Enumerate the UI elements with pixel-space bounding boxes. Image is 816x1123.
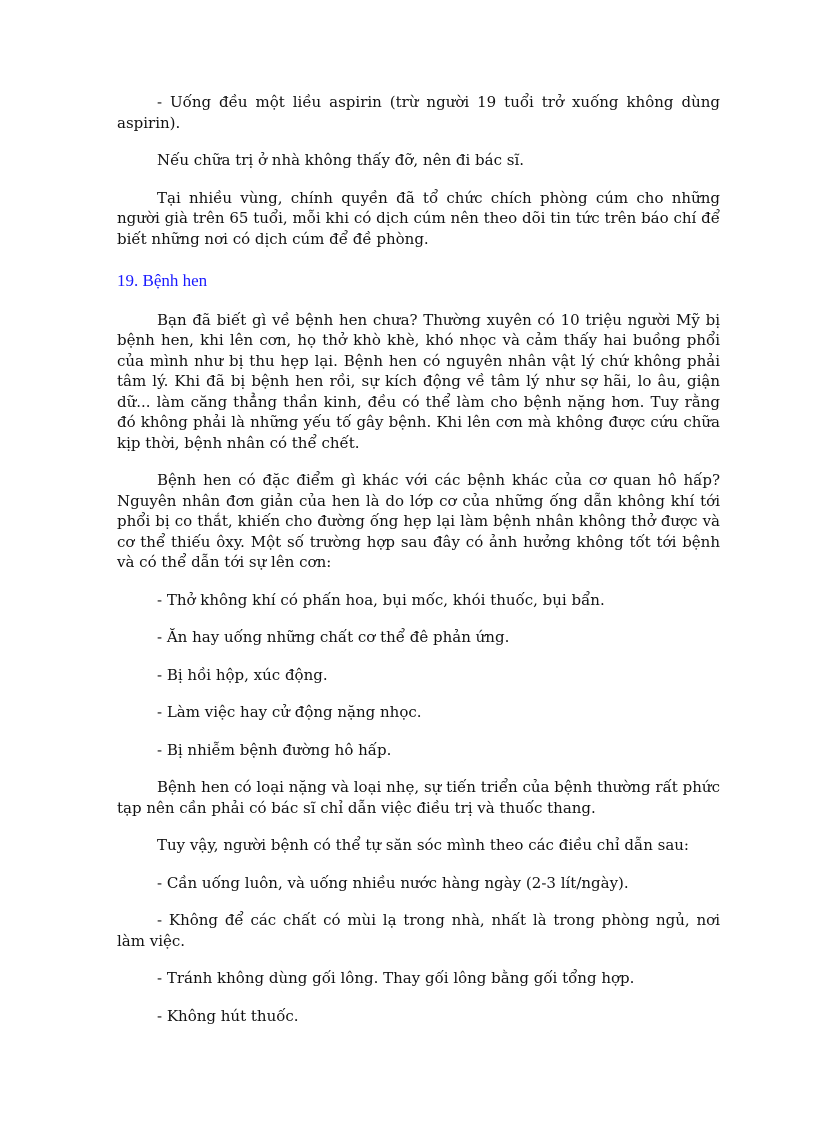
list-item: - Tránh không dùng gối lông. Thay gối lông bằng gối tổng hợp. (157, 969, 635, 987)
list-item: - Không hút thuốc. (157, 1006, 299, 1025)
paragraph: Nếu chữa trị ở nhà không thấy đỡ, nên đi bác sĩ. (157, 151, 525, 169)
paragraph: - Uống đều một liều aspirin (trừ người 19 tuổi trở xuống không dùng aspirin). (117, 93, 720, 132)
paragraph: Bệnh hen có đặc điểm gì khác với các bệnh khác của cơ quan hô hấp? Nguyên nhân đơn giản của hen là do lớp cơ của những ống dẫn không khí tới phổi bị co thắt, khiến cho đường ống hẹp lại làm bệnh nhân không thở được và cơ thể thiếu ôxy. Một số trường hợp sau đây có ảnh hưởng không tốt tới bệnh và có thể dẫn tới sự lên cơn: (117, 471, 720, 571)
paragraph: Tuy vậy, người bệnh có thể tự săn sóc mình theo các điều chỉ dẫn sau: (157, 836, 689, 854)
paragraph: Tại nhiều vùng, chính quyền đã tổ chức chích phòng cúm cho những người già trên 65 tuổi, mỗi khi có dịch cúm nên theo dõi tin tức trên báo chí để biết những nơi có dịch cúm để đề phòng. (117, 188, 720, 248)
list-item: - Không để các chất có mùi lạ trong nhà, nhất là trong phòng ngủ, nơi làm việc. (117, 911, 720, 950)
list-item: - Cần uống luôn, và uống nhiều nước hàng ngày (2-3 lít/ngày). (157, 873, 629, 892)
list-item: - Ăn hay uống những chất cơ thể đê phản ứng. (157, 628, 510, 646)
list-item: - Bị nhiễm bệnh đường hô hấp. (157, 740, 392, 759)
list-item: - Thở không khí có phấn hoa, bụi mốc, khói thuốc, bụi bẩn. (157, 590, 605, 609)
list-item: - Bị hồi hộp, xúc động. (157, 665, 328, 684)
document-page (117, 92, 720, 1026)
paragraph: Bạn đã biết gì về bệnh hen chưa? Thường xuyên có 10 triệu người Mỹ bị bệnh hen, khi lên cơn, họ thở khò khè, khó nhọc và cảm thấy hai buồng phổi của mình như bị thu hẹp lại. Bệnh hen có nguyên nhân vật lý chứ không phải tâm lý. Khi đã bị bệnh hen rồi, sự kích động về tâm lý như sợ hãi, lo âu, giận dữ... làm căng thẳng thần kinh, đều có thể làm cho bệnh nặng hơn. Tuy rằng đó không phải là những yếu tố gây bệnh. Khi lên cơn mà không được cứu chữa kịp thời, bệnh nhân có thể chết. (117, 310, 720, 452)
section-heading: 19. Bệnh hen (117, 271, 208, 290)
list-item: - Làm việc hay cử động nặng nhọc. (157, 703, 422, 721)
paragraph: Bệnh hen có loại nặng và loại nhẹ, sự tiến triển của bệnh thường rất phức tạp nên cần phải có bác sĩ chỉ dẫn việc điều trị và thuốc thang. (117, 778, 720, 817)
